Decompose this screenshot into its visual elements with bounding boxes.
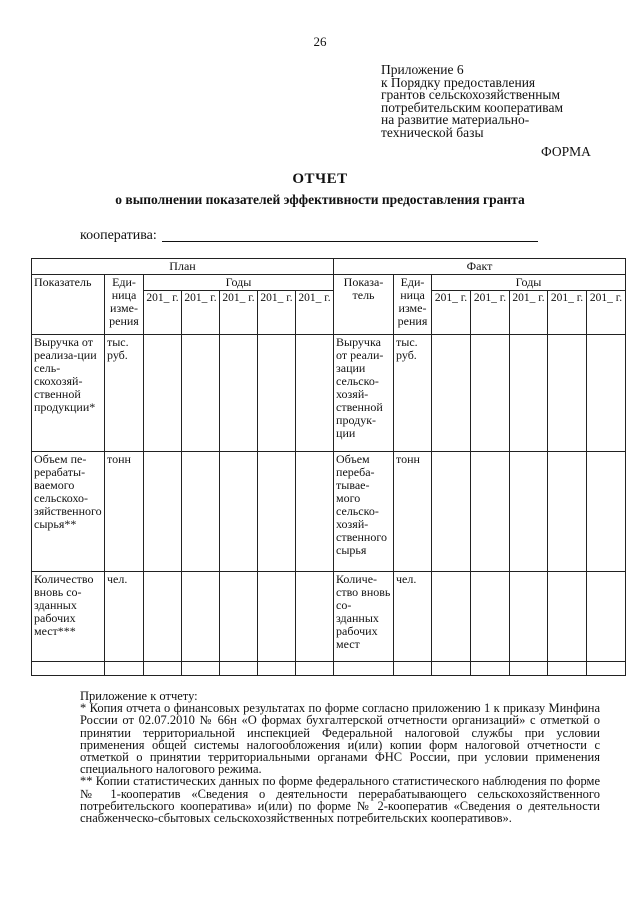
indicator-header: Показатель [32, 275, 105, 335]
value-cell[interactable] [510, 572, 548, 662]
empty-cell[interactable] [548, 662, 587, 676]
appendix-line: к Порядку предоставления [381, 74, 536, 90]
report-table [31, 258, 626, 676]
report-notes [80, 690, 600, 824]
year-cell: 201_ г. [220, 291, 258, 335]
appendix-line: технической базы [381, 124, 484, 140]
cooperative-label: кооператива: [80, 228, 157, 243]
appendix-line: потребительским кооперативам [381, 99, 564, 115]
fact-indicator-cell: Выручка от реали-зации сельско-хозяй-ственной продук-ции [334, 335, 394, 452]
years-header-fact: Годы [432, 275, 626, 291]
year-cell: 201_ г. [548, 291, 587, 335]
value-cell[interactable] [258, 452, 296, 572]
value-cell[interactable] [548, 452, 587, 572]
value-cell[interactable] [587, 335, 626, 452]
value-cell[interactable] [144, 335, 182, 452]
appendix-line: грантов сельскохозяйственным [381, 87, 561, 103]
value-cell[interactable] [296, 452, 334, 572]
value-cell[interactable] [587, 572, 626, 662]
table-row [32, 335, 626, 452]
fact-indicator-cell: Количе-ство вновь со-зданных рабочих мест [334, 572, 394, 662]
value-cell[interactable] [144, 452, 182, 572]
year-cell: 201_ г. [296, 291, 334, 335]
fact-header: Факт [334, 259, 626, 275]
note-item: * Копия отчета о финансовых результатах по форме согласно приложению 1 к приказу Минфина России от 02.07.2010 № 66н «О формах бухгалтерской отчетности организаций» с отметкой о принятии территориальной инспекцией Федеральной налоговой службы при условии применения общей системы налогообложения и(или) копии форм налоговой отчетности с отметкой о принятии территориальными органами ФНС России, при условии применения специального налогового режима. [80, 701, 600, 777]
empty-cell[interactable] [144, 662, 182, 676]
value-cell[interactable] [144, 572, 182, 662]
value-cell[interactable] [471, 572, 510, 662]
value-cell[interactable] [296, 335, 334, 452]
unit-header: Еди-ница изме-рения [105, 275, 144, 335]
appendix-header [381, 64, 621, 140]
value-cell[interactable] [471, 452, 510, 572]
years-header: Годы [144, 275, 334, 291]
empty-cell[interactable] [432, 662, 471, 676]
value-cell[interactable] [182, 452, 220, 572]
unit-cell: чел. [105, 572, 144, 662]
form-label: ФОРМА [541, 144, 591, 159]
empty-cell[interactable] [334, 662, 394, 676]
unit-cell: тонн [394, 452, 432, 572]
note-item: ** Копии статистических данных по форме федерального статистического наблюдения по форме № 1-кооператив «Сведения о деятельности перерабатывающего сельскохозяйственного потребительского кооператива» и(или) по форме № 2-кооператив «Сведения о деятельности снабженческо-сбытовых сельскохозяйственных потребительских кооперативов». [80, 774, 600, 826]
value-cell[interactable] [548, 572, 587, 662]
value-cell[interactable] [182, 335, 220, 452]
appendix-line: Приложение 6 [381, 62, 464, 77]
empty-cell[interactable] [182, 662, 220, 676]
year-cell: 201_ г. [144, 291, 182, 335]
value-cell[interactable] [220, 335, 258, 452]
empty-cell[interactable] [32, 662, 105, 676]
empty-cell[interactable] [296, 662, 334, 676]
table-row-empty [32, 662, 626, 676]
unit-cell: тыс. руб. [105, 335, 144, 452]
fact-indicator-cell: Объем переба-тывае-мого сельско-хозяй-ственного сырья [334, 452, 394, 572]
appendix-line: на развитие материально- [381, 112, 530, 128]
value-cell[interactable] [432, 335, 471, 452]
value-cell[interactable] [182, 572, 220, 662]
value-cell[interactable] [220, 452, 258, 572]
year-cell: 201_ г. [258, 291, 296, 335]
empty-cell[interactable] [258, 662, 296, 676]
value-cell[interactable] [587, 452, 626, 572]
page-number: 26 [313, 34, 327, 49]
empty-cell[interactable] [587, 662, 626, 676]
value-cell[interactable] [296, 572, 334, 662]
indicator-header-fact: Показа-тель [334, 275, 394, 335]
unit-cell: чел. [394, 572, 432, 662]
value-cell[interactable] [548, 335, 587, 452]
unit-header-fact: Еди-ница изме-рения [394, 275, 432, 335]
unit-cell: тонн [105, 452, 144, 572]
year-cell: 201_ г. [510, 291, 548, 335]
value-cell[interactable] [510, 335, 548, 452]
document-subtitle: о выполнении показателей эффективности предоставления гранта [115, 192, 525, 207]
year-cell: 201_ г. [471, 291, 510, 335]
table-row [32, 572, 626, 662]
plan-header: План [32, 259, 334, 275]
plan-indicator-cell: Количество вновь со-зданных рабочих мест*** [32, 572, 105, 662]
unit-cell: тыс. руб. [394, 335, 432, 452]
value-cell[interactable] [220, 572, 258, 662]
empty-cell[interactable] [105, 662, 144, 676]
year-cell: 201_ г. [432, 291, 471, 335]
value-cell[interactable] [510, 452, 548, 572]
value-cell[interactable] [432, 452, 471, 572]
empty-cell[interactable] [394, 662, 432, 676]
value-cell[interactable] [258, 335, 296, 452]
value-cell[interactable] [471, 335, 510, 452]
plan-indicator-cell: Объем пе-рерабаты-ваемого сельскохо-зяйственного сырья** [32, 452, 105, 572]
cooperative-name-field[interactable] [162, 241, 538, 242]
plan-indicator-cell: Выручка от реализа-ции сель-скохозяй-ственной продукции* [32, 335, 105, 452]
empty-cell[interactable] [510, 662, 548, 676]
value-cell[interactable] [432, 572, 471, 662]
value-cell[interactable] [258, 572, 296, 662]
year-cell: 201_ г. [587, 291, 626, 335]
notes-heading: Приложение к отчету: [80, 689, 198, 703]
document-title: ОТЧЕТ [292, 171, 348, 187]
empty-cell[interactable] [220, 662, 258, 676]
table-row [32, 452, 626, 572]
empty-cell[interactable] [471, 662, 510, 676]
year-cell: 201_ г. [182, 291, 220, 335]
